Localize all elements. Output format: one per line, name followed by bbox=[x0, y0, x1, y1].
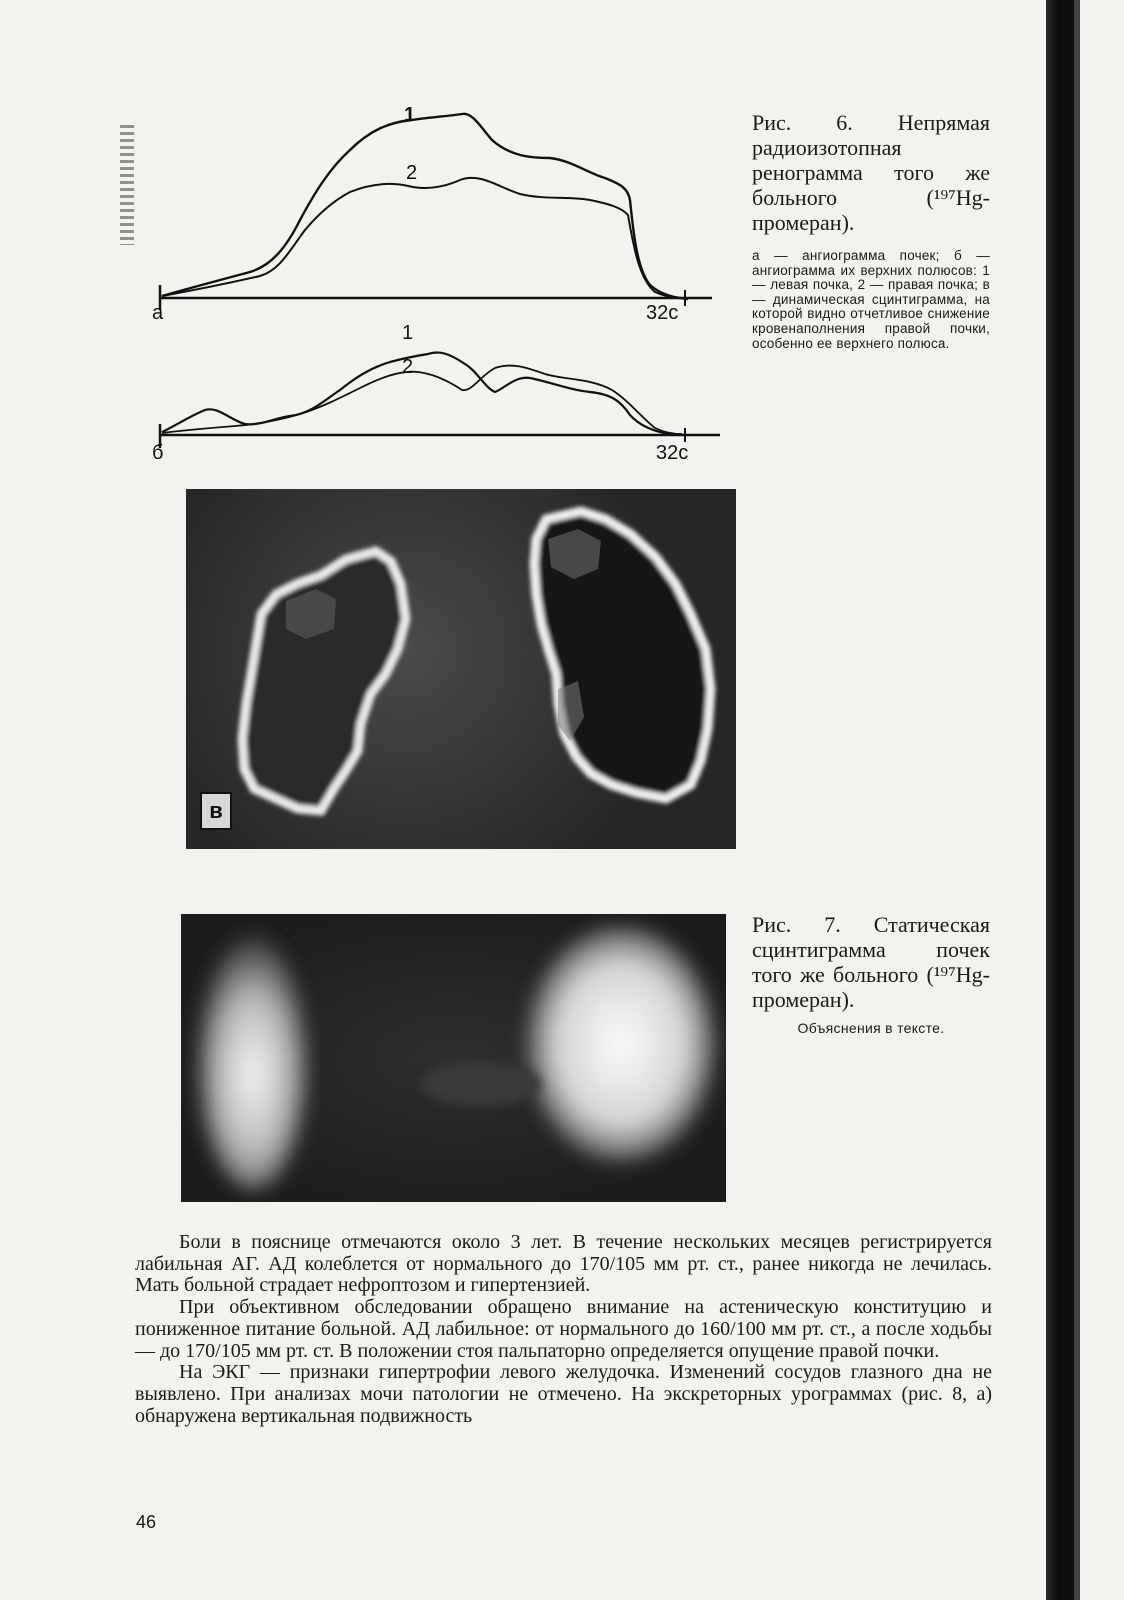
kidney-outline-left bbox=[242, 551, 406, 811]
panel-letter-v: в bbox=[200, 792, 232, 830]
body-paragraph-2: При объективном обследовании обращено внимание на астеническую конституцию и пониженное питание больной. АД лабильное: от нормального до 160/100 мм рт. ст., а после ходьбы — до 170/105 мм рт. ст. В положении стоя пальпаторно определяется опущение правой почки. bbox=[135, 1296, 992, 1362]
renogram-a-time-label: 32с bbox=[646, 302, 679, 324]
static-scintigram bbox=[181, 914, 726, 1202]
static-kidney-right bbox=[526, 926, 716, 1162]
figure-6-caption bbox=[752, 110, 990, 351]
renogram-b-time-label: 32с bbox=[656, 442, 689, 464]
renogram-b-curve-1 bbox=[162, 352, 670, 434]
renogram-b-letter: б bbox=[152, 442, 164, 464]
static-kidney-left bbox=[197, 934, 309, 1190]
renogram-a-curve-1-label: 1 bbox=[404, 104, 416, 126]
scan-edge-line bbox=[1074, 0, 1080, 1600]
page-number: 46 bbox=[136, 1512, 157, 1532]
body-paragraph-1: Боли в пояснице отмечаются около 3 лет. В течение нескольких месяцев регистрируется лабильная АГ. АД колеблется от нормального до 170/105 мм рт. ст., ранее никогда не лечилась. Мать больной страдает нефроптозом и гипертензией. bbox=[135, 1231, 992, 1297]
figure-7-caption-note: Объяснения в тексте. bbox=[797, 1020, 945, 1036]
renogram-a-curve-2-label: 2 bbox=[406, 162, 418, 184]
renogram-b-plot bbox=[150, 320, 730, 470]
renogram-a-curve-2 bbox=[162, 178, 688, 299]
dynamic-scintigram-image bbox=[186, 489, 736, 849]
renogram-graph-b bbox=[150, 320, 730, 470]
renogram-b-curve-2-label: 2 bbox=[402, 356, 414, 378]
renogram-b-curve-1-label: 1 bbox=[402, 322, 414, 344]
renogram-a-curve-1 bbox=[162, 114, 688, 299]
body-paragraph-3: На ЭКГ — признаки гипертрофии левого желудочка. Изменений сосудов глазного дна не выявлено. При анализах мочи патологии не отмечено. На экскреторных урограммах (рис. 8, а) обнаружена вертикальная подвижность bbox=[135, 1361, 992, 1427]
figure-7-caption-title: Рис. 7. Статическая сцинтиграмма почек того же больного (¹⁹⁷Hg-промеран). bbox=[752, 912, 990, 1012]
renogram-b-curve-2 bbox=[162, 366, 682, 434]
figure-7-caption bbox=[752, 912, 990, 1036]
renogram-a-plot bbox=[150, 100, 730, 330]
static-scintigram-image bbox=[181, 914, 726, 1202]
renogram-graph-a bbox=[150, 100, 730, 330]
figure-6-caption-note: а — ангиограмма почек; б — ангиограмма их верхних полюсов: 1 — левая почка, 2 — правая почка; в — динамическая сцинтиграмма, на которой видно отчетливое снижение кровенаполнения правой почки, особенно ее верхнего полюса. bbox=[752, 248, 990, 351]
body-text bbox=[135, 1232, 992, 1427]
figure-6-caption-title: Рис. 6. Непрямая радиоизотопная ренограмма того же больного (¹⁹⁷Hg-промеран). bbox=[752, 110, 990, 235]
scan-artifact bbox=[120, 125, 134, 245]
static-background-activity bbox=[421, 1062, 541, 1106]
scan-edge-shadow bbox=[1046, 0, 1076, 1600]
renogram-a-letter: а bbox=[152, 302, 164, 324]
dynamic-scintigram bbox=[186, 489, 736, 849]
